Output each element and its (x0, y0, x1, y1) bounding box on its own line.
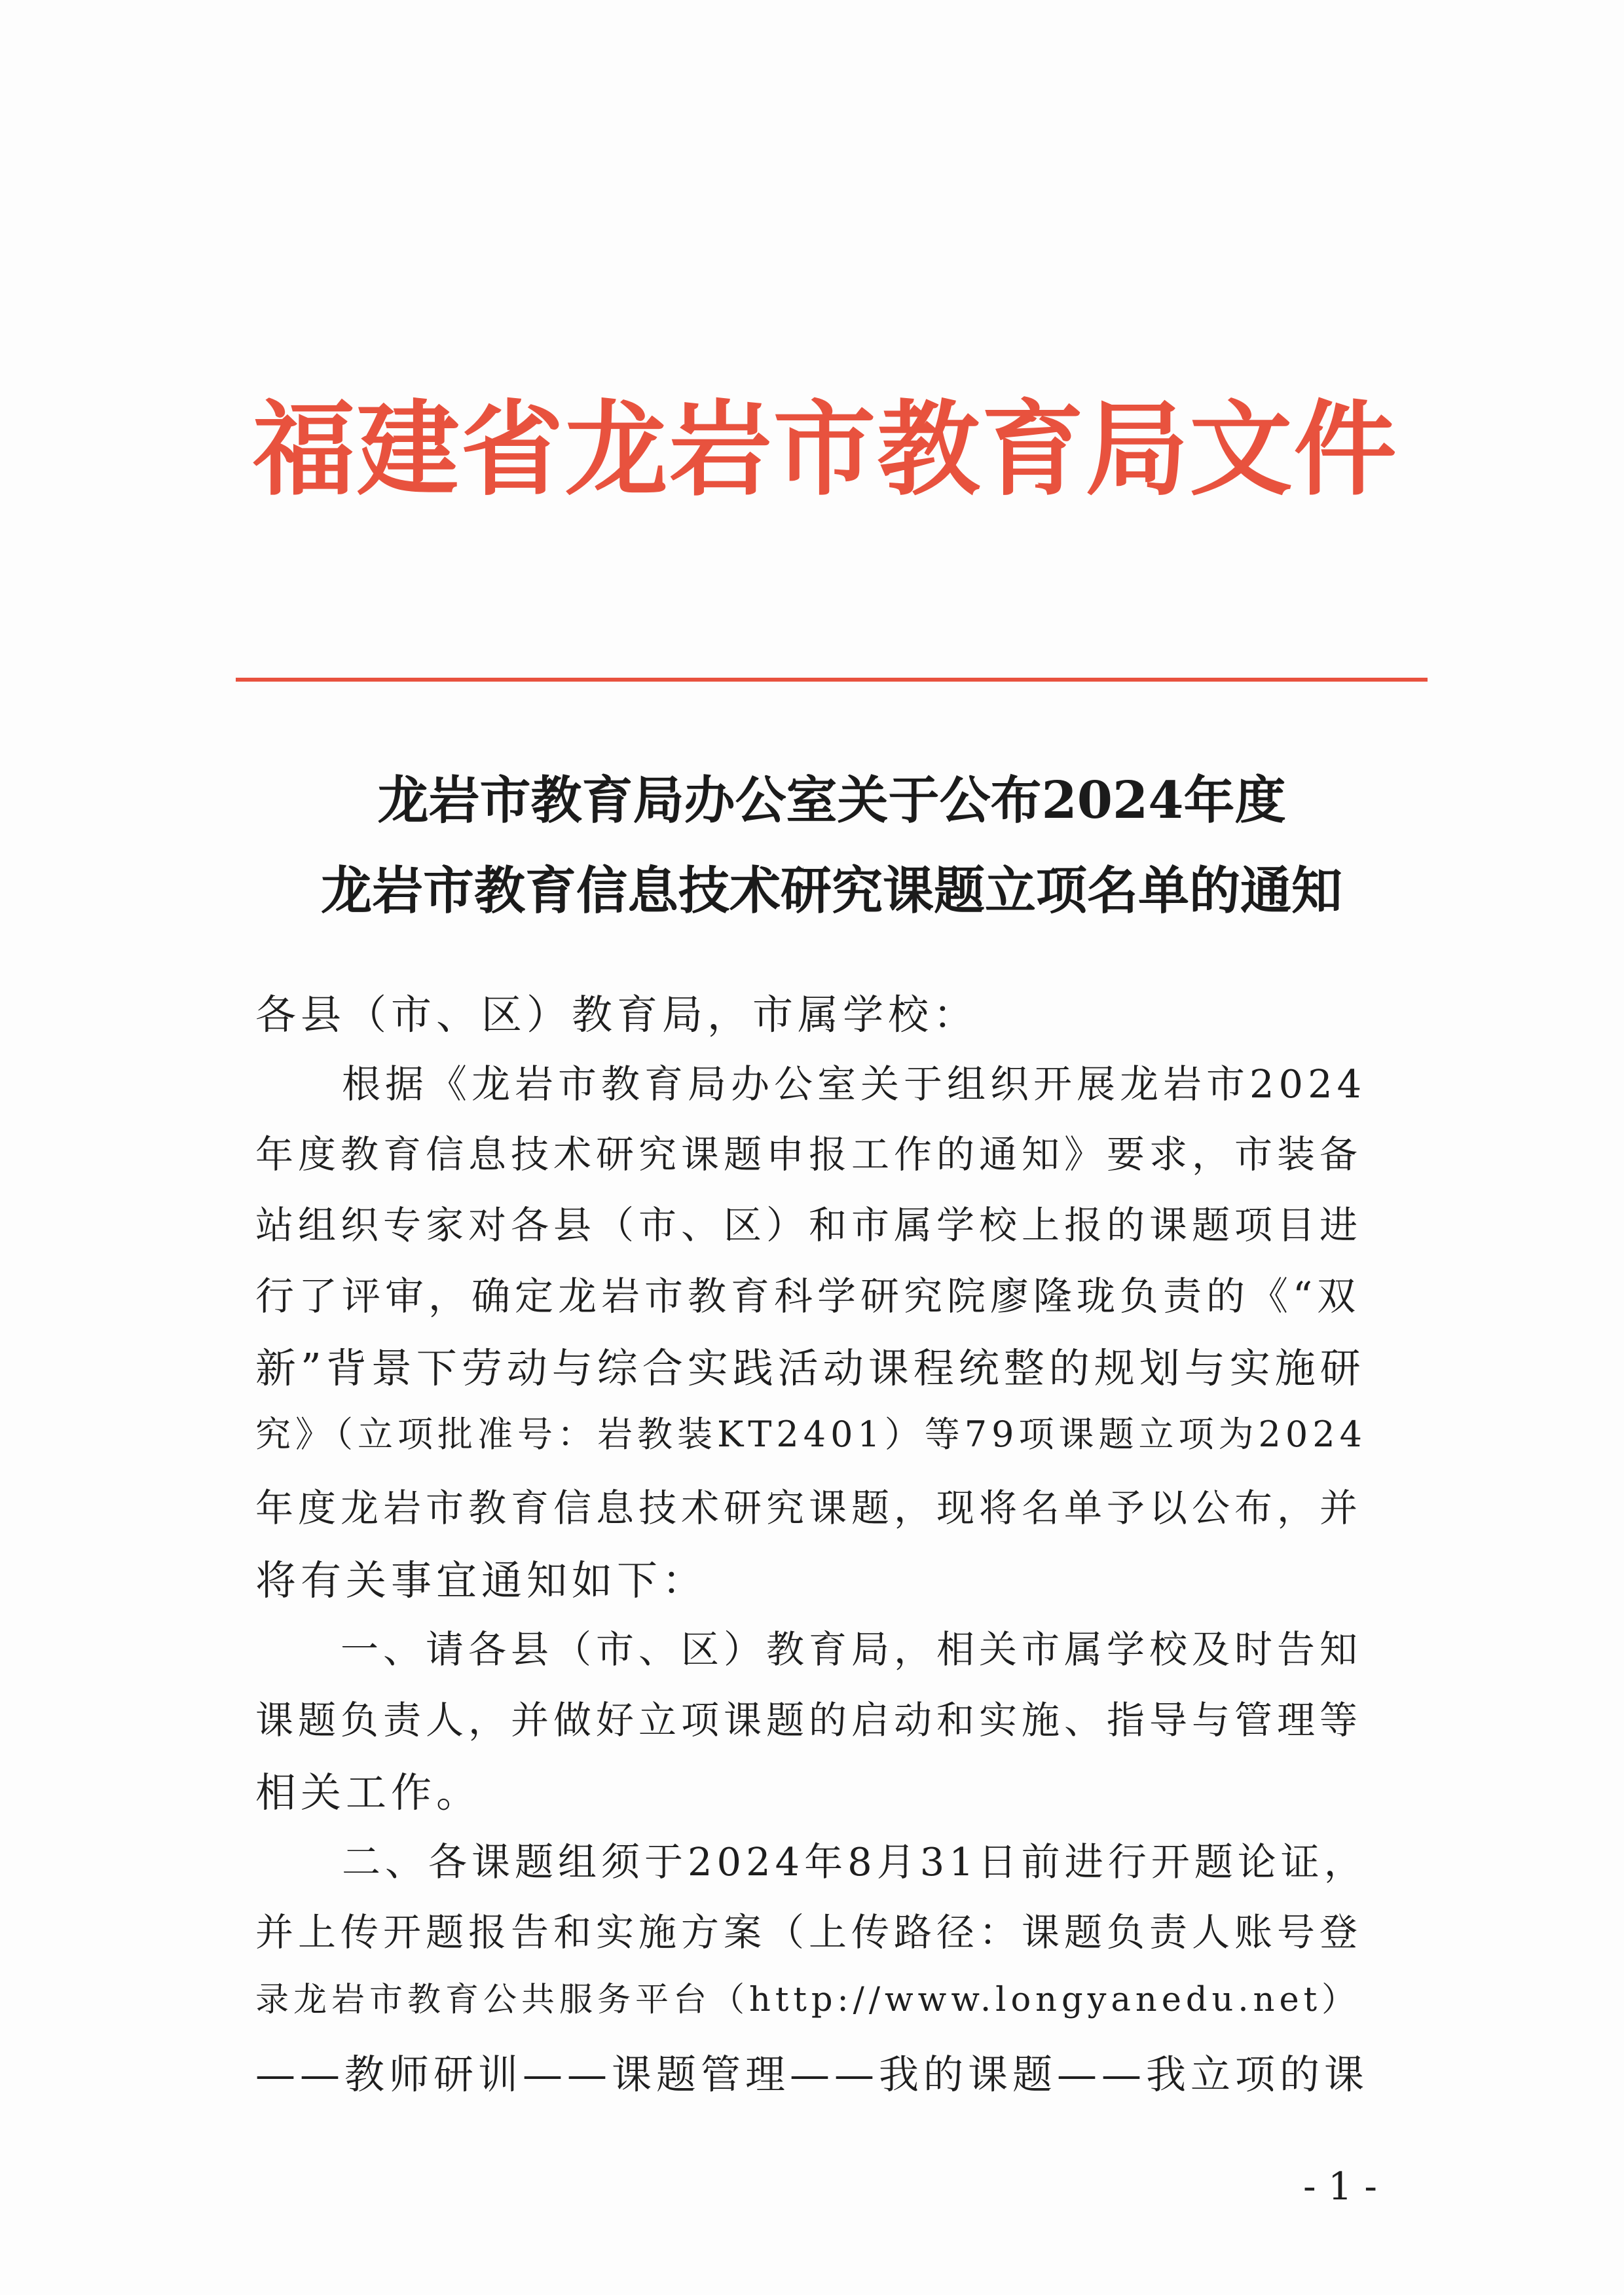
body-line: 新”背景下劳动与综合实践活动课程统整的规划与实施研 (255, 1344, 1365, 1392)
document-title-line-2: 龙岩市教育信息技术研究课题立项名单的通知 (320, 861, 1342, 921)
body-line: 站组织专家对各县（市、区）和市属学校上报的课题项目进 (255, 1203, 1363, 1247)
document-title-line-1: 龙岩市教育局办公室关于公布2024年度 (377, 771, 1286, 830)
body-line: 录龙岩市教育公共服务平台（http://www.longyanedu.net） (255, 1981, 1360, 2019)
body-line: ——教师研训——课题管理——我的课题——我立项的课 (255, 2051, 1369, 2098)
body-line: 将有关事宜通知如下： (255, 1556, 708, 1604)
body-line: 根据《龙岩市教育局办公室关于组织开展龙岩市2024 (255, 1061, 1367, 1107)
body-line: 究》（立项批准号：岩教装KT2401）等79项课题立项为2024 (255, 1414, 1367, 1455)
page-number: - 1 - (1303, 2164, 1377, 2209)
issuing-authority-header: 福建省龙岩市教育局文件 (252, 390, 1398, 510)
body-line: 课题负责人，并做好立项课题的启动和实施、指导与管理等 (255, 1698, 1363, 1742)
body-line: 年度龙岩市教育信息技术研究课题，现将名单予以公布，并 (255, 1486, 1363, 1530)
body-line: 二、各课题组须于2024年8月31日前进行开题论证， (255, 1839, 1367, 1884)
body-line: 行了评审，确定龙岩市教育科学研究院廖隆珑负责的《“双 (255, 1274, 1361, 1319)
red-separator-line (236, 678, 1428, 682)
body-line: 相关工作。 (255, 1769, 482, 1816)
body-line: 年度教育信息技术研究课题申报工作的通知》要求，市装备 (255, 1132, 1363, 1177)
body-line: 一、请各县（市、区）教育局，相关市属学校及时告知 (255, 1627, 1363, 1672)
body-line: 各县（市、区）教育局，市属学校： (255, 991, 979, 1038)
body-line: 并上传开题报告和实施方案（上传路径：课题负责人账号登 (255, 1910, 1363, 1955)
